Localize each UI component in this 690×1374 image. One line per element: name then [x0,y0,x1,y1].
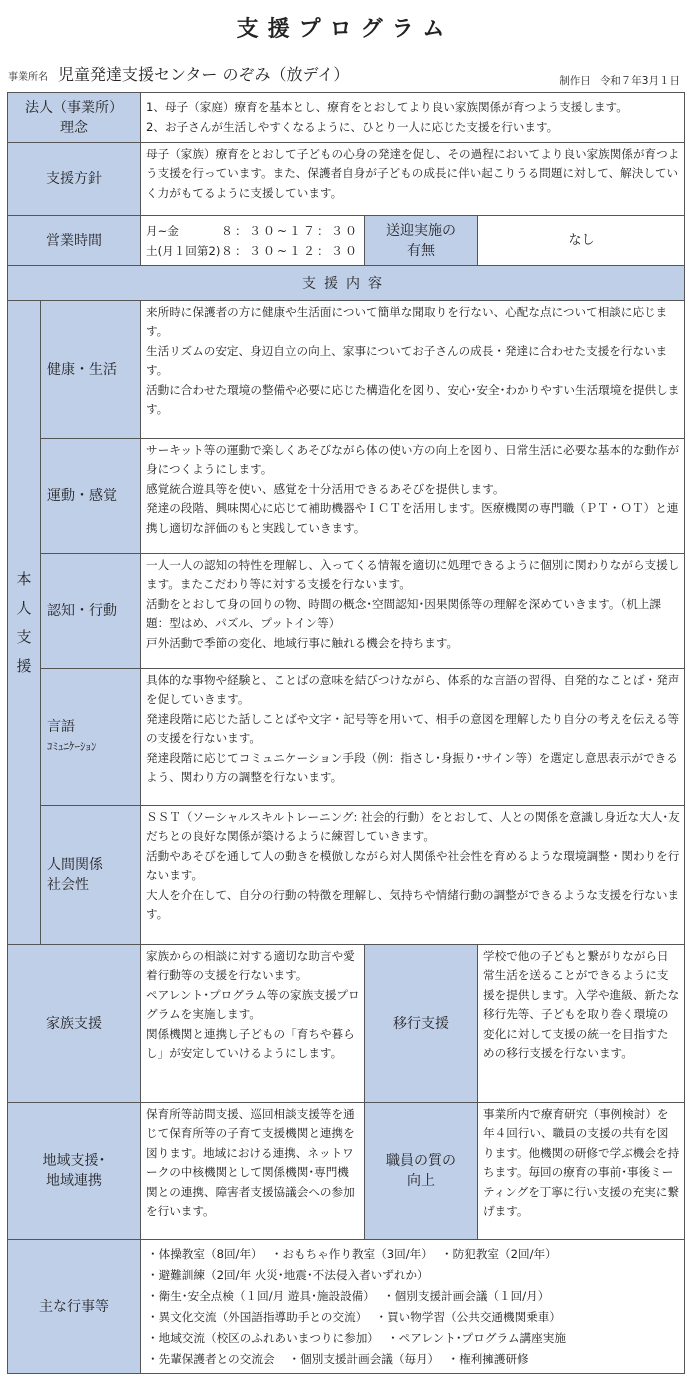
transition-support-content: 学校で他の子どもと繋がりながら日常生活を送ることができるように支援を提供します。入学や進級、新たな移行先等、子どもを取り巻く環境の変化に対して支援の統一を目指すための移行支援を行ないます。 [478,945,685,1103]
support-item-label: 人間関係 社会性 [41,806,141,945]
events-line: ・衛生･安全点検（１回/月 遊具･施設設備） ・個別支援計画会議（１回/月） [147,1288,550,1303]
support-item-content: サーキット等の運動で楽しくあそびながら体の使い方の向上を図り、日常生活に必要な基本的な動作が身につくようにします。 感覚統合遊具等を使い、感覚を十分活用できるあそびを提供します。 発達の段階、興味関心に応じて補助機器やＩＣＴを活用します。医療機関の専門職（ＰＴ・ＯＴ）と連携し適切な評価のもと実践していきます。 [141,439,685,554]
support-item-label: 健康・生活 [41,301,141,439]
support-item-content: ＳＳＴ（ソーシャルスキルトレーニング: 社会的行動）をとおして、人との関係を意識し身近な大人･友だちとの良好な関係が築けるように練習していきます。 活動やあそびを通して人の動きを模倣しながら対人関係や社会性を育めるような環境調整・関わりを行ないます。 大人を介在して、自分の行動の特徴を理解し、気持ちや情緒行動の調整ができるような支援を行ないます。 [141,806,685,945]
family-transition-row [8,945,685,1103]
support-item-content: 一人一人の認知の特性を理解し、入ってくる情報を適切に処理できるように個別に関わりながら支援します。またこだわり等に対する支援を行ないます。 活動をとおして身の回りの物、時間の概念･空間認知･因果関係等の理解を深めていきます。（机上課題：型はめ、パズル、プットイン等） 戸外活動で季節の変化、地域行事に触れる機会を持ちます。 [141,554,685,669]
support-item-motor [8,439,685,554]
events-line: ・先輩保護者との交流会 ・個別支援計画会議（毎月） ・権利擁護研修 [147,1351,529,1366]
support-item-cognition [8,554,685,669]
hours-weekday: 月~金 ８：３０~１７：３０ [146,223,359,238]
hours-row [8,216,685,266]
family-support-label: 家族支援 [8,945,141,1103]
policy-row [8,143,685,216]
transport-label: 送迎実施の 有無 [365,216,478,266]
events-line: ・避難訓練（2回/年 火災･地震･不法侵入者いずれか） [147,1267,429,1282]
hours-content [141,216,365,266]
transport-value: なし [478,216,685,266]
events-content [141,1240,685,1374]
support-item-language [8,669,685,806]
hours-saturday: 土(月１回第2) ８：３０~１２：３０ [146,243,359,258]
staff-quality-label: 職員の質の 向上 [365,1103,478,1240]
community-support-label: 地域支援･ 地域連携 [8,1103,141,1240]
support-item-content: 来所時に保護者の方に健康や生活面について簡単な聞取りを行ない、心配な点について相談に応じます。 生活リズムの安定、身辺自立の向上、家事についてお子さんの成長・発達に合わせた支援を行ないます。 活動に合わせた環境の整備や必要に応じた構造化を図り、安心･安全･わかりやすい生活環境を提供します。 [141,301,685,439]
office-label: 事業所名 [8,72,48,83]
policy-label: 支援方針 [8,143,141,216]
support-content-header-row [8,266,685,301]
policy-content: 母子（家族）療育をとおして子どもの心身の発達を促し、その過程においてより良い家族関係が育つよう支援を行っています。また、保護者自身が子どもの成長に伴い起こりうる問題に対して、解決していく力がもてるように支援しています。 [141,143,685,216]
support-item-social [8,806,685,945]
support-item-label: 認知・行動 [41,554,141,669]
support-program-table [7,92,685,1374]
individual-support-group-label: 本 人 支 援 [8,301,41,945]
events-label: 主な行事等 [8,1240,141,1374]
community-support-content: 保育所等訪問支援、巡回相談支援等を通じて保育所等の子育て支援機関と連携を図ります。地域における連携、ネットワークの中核機関として関係機関･専門機関との連携、障害者支援協議会への参加を行います。 [141,1103,365,1240]
office-name: 児童発達支援センター のぞみ（放デイ） [58,65,350,84]
community-staff-row [8,1103,685,1240]
events-line: ・地域交流（校区のふれあいまつりに参加） ・ペアレント･プログラム講座実施 [147,1330,566,1345]
created-label: 制作日 [559,75,591,87]
support-item-label: 運動・感覚 [41,439,141,554]
support-item-content: 具体的な事物や経験と、ことばの意味を結びつけながら、体系的な言語の習得、自発的なことば・発声を促していきます。 発達段階に応じた話しことばや文字・記号等を用いて、相手の意図を理解したり自分の考えを伝える等の支援を行ないます。 発達段階に応じてコミュニケーション手段（例：指さし･身振り･サイン等）を選定し意思表示ができるよう、関わり方の調整を行ないます。 [141,669,685,806]
philosophy-label: 法人（事業所） 理念 [8,93,141,143]
transition-support-label: 移行支援 [365,945,478,1103]
events-line: ・異文化交流（外国語指導助手との交流） ・買い物学習（公共交通機関乗車） [147,1309,561,1324]
created-date: 令和７年3月１日 [599,75,680,87]
philosophy-row [8,93,685,143]
hours-label: 営業時間 [8,216,141,266]
events-line: ・体操教室（8回/年） ・おもちゃ作り教室（3回/年） ・防犯教室（2回/年） [147,1246,557,1261]
office-name-line [8,62,349,85]
philosophy-content: 1、母子（家庭）療育を基本とし、療育をとおしてより良い家族関係が育つよう支援します。 2、お子さんが生活しやすくなるように、ひとり一人に応じた支援を行います。 [141,93,685,143]
support-item-label: 言語 ｺﾐｭﾆｹｰｼｮﾝ [41,669,141,806]
support-content-header: 支援内容 [8,266,685,301]
family-support-content: 家族からの相談に対する適切な助言や愛着行動等の支援を行ないます。 ペアレント･プログラム等の家族支援プログラムを実施します。 関係機関と連携し子どもの「育ちや暮らし」が安定していけるようにします。 [141,945,365,1103]
events-row [8,1240,685,1374]
support-item-health [8,301,685,439]
created-date-line [559,73,680,88]
page-title: 支援プログラム [236,17,454,42]
staff-quality-content: 事業所内で療育研究（事例検討）を年４回行い、職員の支援の共有を図ります。他機関の研修で学ぶ機会を持ちます。毎回の療育の事前･事後ミーティングを丁寧に行い支援の充実に繋げます。 [478,1103,685,1240]
